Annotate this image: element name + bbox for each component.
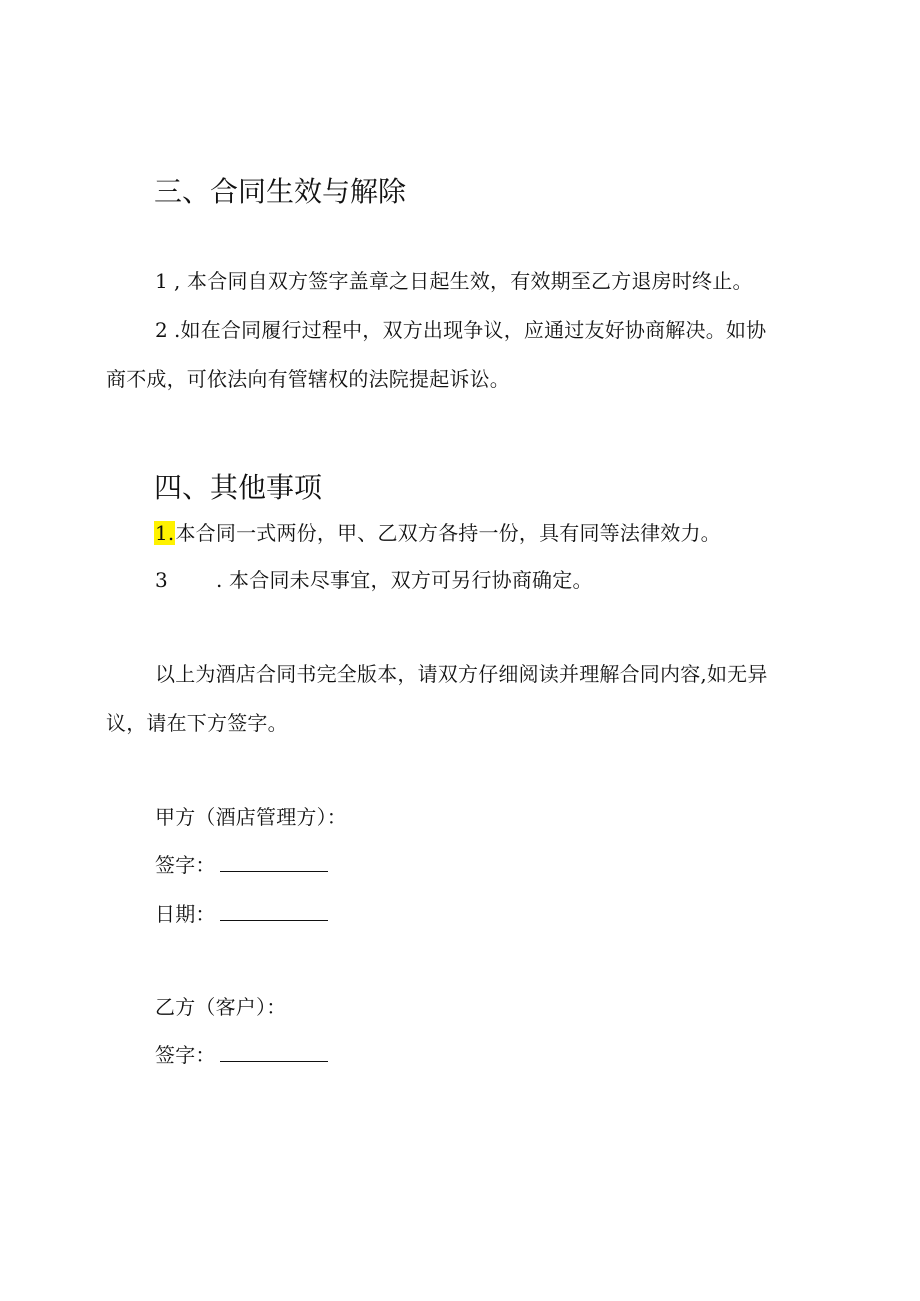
party-b-signature-row [155, 1043, 328, 1067]
item-text: , 本合同自双方签字盖章之日起生效，有效期至乙方退房时终止。 [173, 269, 753, 293]
item-text: . 本合同未尽事宜，双方可另行协商确定。 [215, 568, 593, 592]
closing-line-2: 议，请在下方签字。 [106, 711, 288, 735]
closing-line-1: 以上为酒店合同书完全版本，请双方仔细阅读并理解合同内容,如无异 [155, 662, 768, 686]
section-4-heading: 四、其他事项 [154, 471, 323, 504]
signature-label: 签字： [155, 853, 216, 877]
section-4-item-1 [154, 521, 721, 545]
section-4-item-3 [155, 568, 593, 592]
signature-line[interactable] [220, 1045, 328, 1062]
item-text: .如在合同履行过程中，双方出现争议，应通过友好协商解决。如协 [173, 318, 767, 342]
signature-label: 签字： [155, 1043, 216, 1067]
date-label: 日期： [155, 902, 216, 926]
party-b-label: 乙方（客户）： [155, 995, 287, 1019]
item-number: 2 [155, 318, 168, 342]
item-number: 3 [155, 568, 168, 592]
party-a-signature-row [155, 853, 328, 877]
signature-line[interactable] [220, 855, 328, 872]
item-text: 本合同一式两份，甲、乙双方各持一份，具有同等法律效力。 [175, 521, 721, 545]
section-3-item-2-line-2: 商不成，可依法向有管辖权的法院提起诉讼。 [106, 367, 510, 391]
item-number: 1 [155, 269, 168, 293]
party-a-date-row [155, 902, 328, 926]
highlighted-item-number: 1. [155, 521, 175, 545]
section-3-item-2-line-1 [155, 318, 766, 342]
party-a-label: 甲方（酒店管理方）： [155, 805, 347, 829]
section-3-heading: 三、合同生效与解除 [154, 175, 407, 208]
section-3-item-1 [155, 269, 753, 293]
date-line[interactable] [220, 904, 328, 921]
